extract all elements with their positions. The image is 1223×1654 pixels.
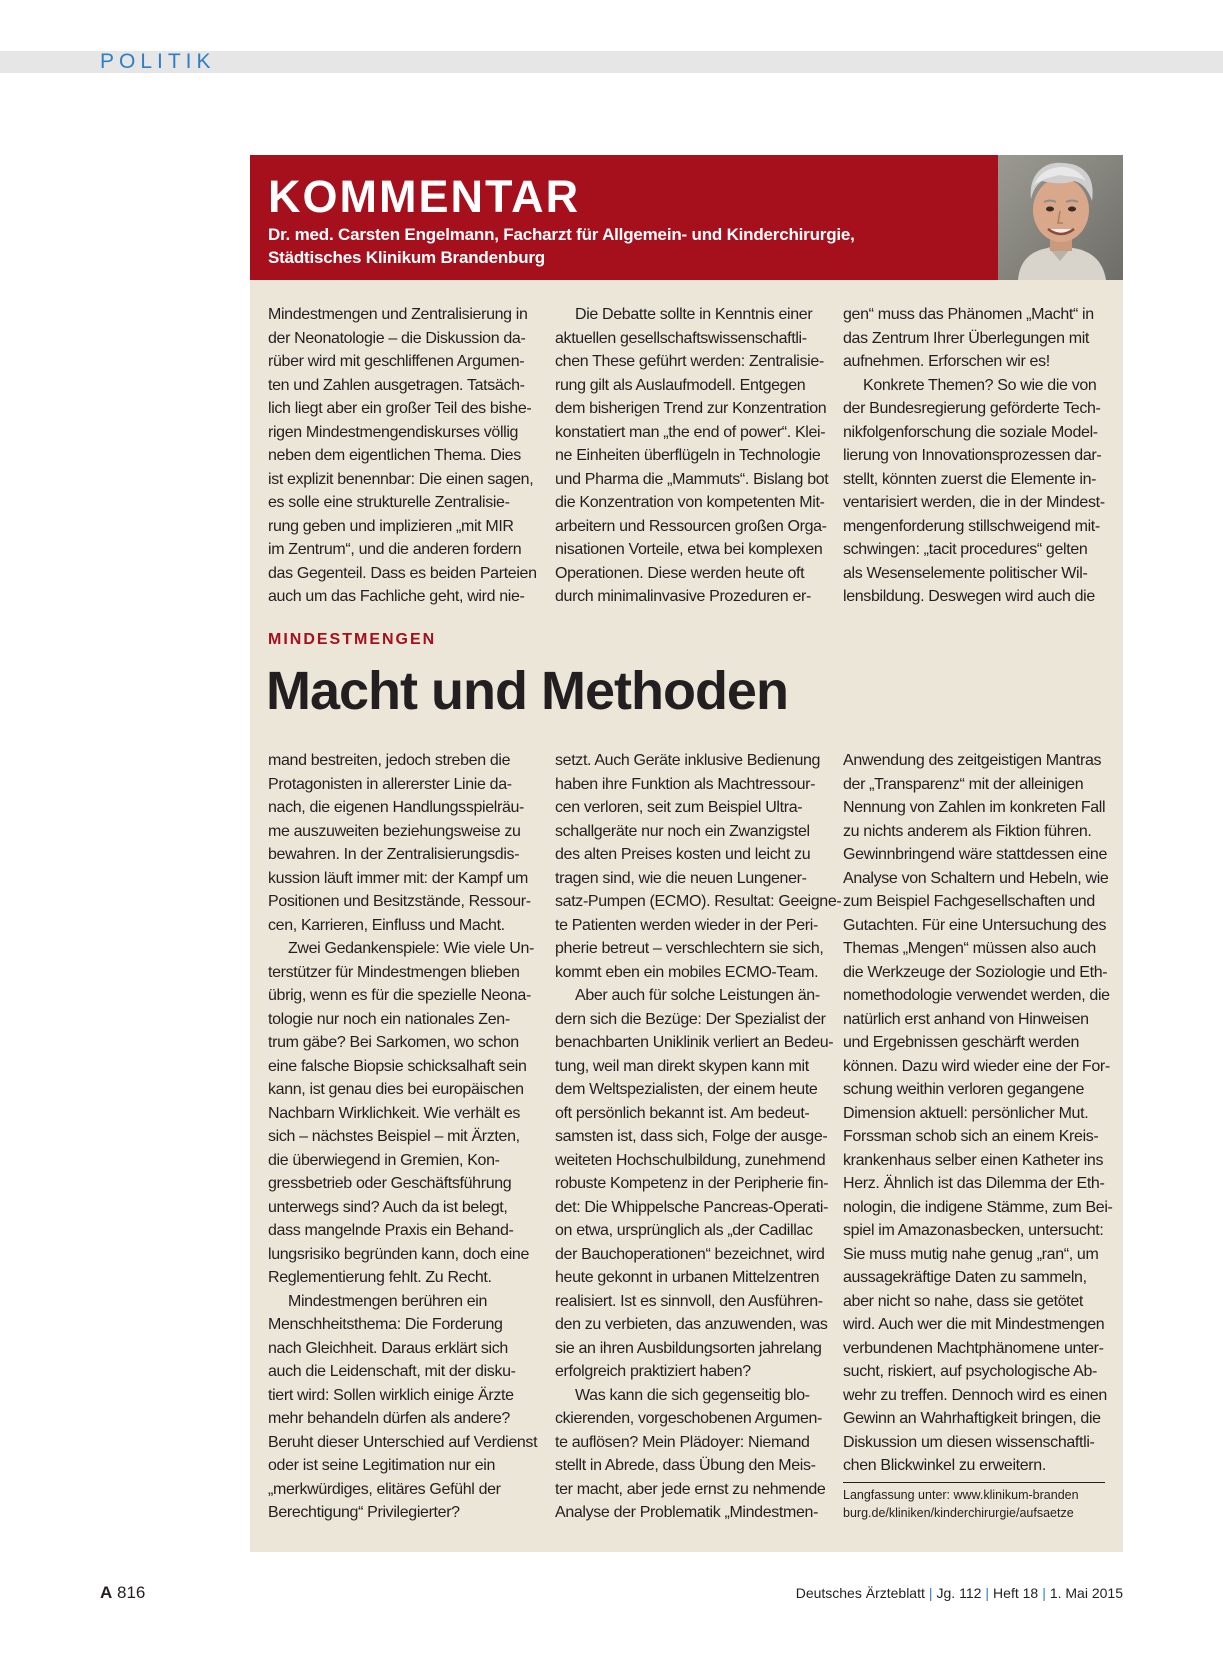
text-line: und Ergebnissen geschärft werden — [843, 1034, 1080, 1051]
text-line: spiel im Amazonasbecken, untersucht: — [843, 1222, 1104, 1239]
section-label: POLITIK — [100, 50, 216, 73]
text-line: dern sich die Bezüge: Der Spezialist der — [555, 1010, 826, 1028]
journal-issue: Heft 18 — [993, 1585, 1039, 1601]
text-line: das Zentrum Ihrer Überlegungen mit — [843, 329, 1089, 347]
text-line: Analyse der Problematik „Mindestmen- — [555, 1504, 819, 1521]
text-line: Aber auch für solche Leistungen än- — [575, 987, 820, 1004]
text-line: tragen sind, wie die neuen Lungener- — [555, 869, 807, 887]
column-top-1 — [268, 303, 537, 609]
text-line: Nachbarn Wirklichkeit. Wie verhält es — [268, 1104, 521, 1122]
text-line: stellt, könnten zuerst die Elemente in- — [843, 470, 1097, 488]
author-portrait — [998, 155, 1123, 280]
text-line: eine falsche Biopsie schicksalhaft sein — [268, 1057, 527, 1075]
text-line: es solle eine strukturelle Zentralisie- — [268, 494, 510, 511]
text-line: als Wesenselemente politischer Wil- — [843, 564, 1088, 582]
text-line: mand bestreiten, jedoch streben die — [268, 752, 511, 769]
text-line: Positionen und Besitzstände, Ressour- — [268, 893, 531, 910]
text-line: Operationen. Diese werden heute oft — [555, 564, 805, 582]
text-line: heute gekonnt in urbanen Mittelzentren — [555, 1269, 820, 1286]
long-version-note — [843, 1486, 1079, 1522]
text-line: auch die Leidenschaft, mit der disku- — [268, 1363, 516, 1380]
text-line: nologin, die indigene Stämme, zum Bei- — [843, 1198, 1113, 1216]
text-line: ist explizit benennbar: Die einen sagen, — [268, 470, 534, 488]
text-line: chen These geführt werden: Zentralisie- — [555, 353, 824, 370]
text-line: Menschheitsthema: Die Forderung — [268, 1316, 503, 1333]
footer-separator: | — [1042, 1585, 1046, 1601]
text-line: schallgeräte nur noch ein Zwanzigstel — [555, 822, 810, 840]
text-line: aussagekräftige Daten zu sammeln, — [843, 1269, 1087, 1286]
text-line: arbeitern und Ressourcen großen Orga- — [555, 517, 827, 535]
text-line: chen Blickwinkel zu erweitern. — [843, 1457, 1046, 1474]
text-line: der „Transparenz“ mit der alleinigen — [843, 775, 1084, 793]
text-line: nach, die eigenen Handlungsspielräu- — [268, 799, 525, 816]
text-line: ventarisiert werden, die in der Mindest- — [843, 494, 1105, 511]
text-line: satz-Pumpen (ECMO). Resultat: Geeigne- — [555, 893, 842, 910]
text-line: mengenforderung stillschweigend mit- — [843, 517, 1100, 535]
kommentar-header — [250, 155, 998, 280]
text-line: erfolgreich praktiziert haben? — [555, 1363, 751, 1380]
text-line: den zu verbieten, das anzuwenden, was — [555, 1316, 828, 1333]
text-line: ckierenden, vorgeschobenen Argumen- — [555, 1410, 823, 1427]
article-headline: Macht und Methoden — [266, 661, 788, 721]
text-line: oft persönlich bekannt ist. Am bedeut- — [555, 1104, 810, 1122]
footer-separator: | — [928, 1585, 933, 1601]
text-line: tung, weil man direkt skypen kann mit — [555, 1057, 809, 1075]
text-line: Mindestmengen berühren ein — [288, 1292, 488, 1310]
text-line: Mindestmengen und Zentralisierung in — [268, 306, 528, 323]
text-line: Beruht dieser Unterschied auf Verdienst — [268, 1433, 538, 1451]
journal-name: Deutsches Ärzteblatt — [795, 1585, 925, 1601]
folio-number: 816 — [117, 1583, 146, 1602]
text-line: nach Gleichheit. Daraus erklärt sich — [268, 1339, 508, 1357]
text-line: cen, Karrieren, Einfluss und Macht. — [268, 916, 505, 934]
column-top-2 — [555, 303, 828, 609]
text-line: Was kann die sich gegenseitig blo- — [575, 1386, 810, 1404]
text-line: ter macht, aber jede ernst zu nehmende — [555, 1480, 826, 1498]
author-affiliation: Städtisches Klinikum Brandenburg — [268, 248, 545, 267]
text-line: Die Debatte sollte in Kenntnis einer — [575, 306, 813, 323]
text-line: lich liegt aber ein großer Teil des bishe- — [268, 400, 532, 417]
text-line: Sie muss mutig nahe genug „ran“, um — [843, 1245, 1099, 1263]
text-line: stellt in Abrede, dass Übung den Meis- — [555, 1457, 816, 1474]
text-line: natürlich erst anhand von Hinweisen — [843, 1010, 1089, 1028]
text-line: schung weithin verloren gegangene — [843, 1081, 1085, 1098]
text-line: die überwiegend in Gremien, Kon- — [268, 1151, 500, 1169]
text-line: übrig, wenn es für die spezielle Neona- — [268, 987, 531, 1004]
text-line: Protagonisten in allererster Linie da- — [268, 775, 512, 793]
text-line: Forssman schob sich an einem Kreis- — [843, 1128, 1099, 1145]
author-line: Dr. med. Carsten Engelmann, Facharzt für Allgemein- und Kinderchirurgie, — [268, 225, 855, 244]
text-line: gen“ muss das Phänomen „Macht“ in — [843, 306, 1094, 323]
text-line: Diskussion um diesen wissenschaftli- — [843, 1433, 1095, 1451]
text-line: Herz. Ähnlich ist das Dilemma der Eth- — [843, 1175, 1105, 1192]
text-line: Zwei Gedankenspiele: Wie viele Un- — [288, 940, 534, 957]
text-line: mehr behandeln dürfen als andere? — [268, 1410, 510, 1427]
text-line: tiert wird: Sollen wirklich einige Ärzte — [268, 1386, 514, 1404]
text-line: verbundenen Machtphänomene unter- — [843, 1339, 1104, 1357]
text-line: trum gäbe? Bei Sarkomen, wo schon — [268, 1034, 519, 1051]
footer-separator: | — [985, 1585, 990, 1601]
text-line: Anwendung des zeitgeistigen Mantras — [843, 752, 1102, 769]
text-line: der Neonatologie – die Diskussion da- — [268, 329, 526, 347]
text-line: der Bundesregierung geförderte Tech- — [843, 400, 1101, 417]
text-line: und Pharma die „Mammuts“. Bislang bot — [555, 470, 829, 488]
text-line: sich – nächstes Beispiel – mit Ärzten, — [268, 1128, 520, 1145]
text-line: robuste Kompetenz in der Peripherie fin- — [555, 1175, 829, 1192]
folio-letter: A — [100, 1583, 113, 1602]
text-line: oder ist seine Legitimation nur ein — [268, 1457, 496, 1474]
text-line: Konkrete Themen? So wie die von — [863, 376, 1097, 394]
text-line: unterwegs sind? Auch da ist belegt, — [268, 1198, 508, 1216]
text-line: bewahren. In der Zentralisierungsdis- — [268, 846, 520, 863]
text-line: lensbildung. Deswegen wird auch die — [843, 588, 1095, 605]
text-line: rung geben und implizieren „mit MIR — [268, 517, 514, 535]
text-line: aufnehmen. Erforschen wir es! — [843, 353, 1050, 370]
text-line: on etwa, ursprünglich als „der Cadillac — [555, 1222, 813, 1239]
text-line: krankenhaus selber einen Katheter ins — [843, 1151, 1104, 1169]
text-line: kommt eben ein mobiles ECMO-Team. — [555, 963, 819, 981]
text-line: weiteten Hochschulbildung, zunehmend — [555, 1151, 826, 1169]
text-line: gressbetrieb oder Geschäftsführung — [268, 1175, 512, 1192]
note-line: Langfassung unter: www.klinikum-branden — [843, 1488, 1079, 1502]
text-line: me auszuweiten beziehungsweise zu — [268, 822, 521, 840]
journal-date: 1. Mai 2015 — [1049, 1585, 1123, 1601]
kommentar-label: KOMMENTAR — [268, 171, 581, 222]
text-line: Gewinnbringend wäre stattdessen eine — [843, 846, 1108, 863]
text-line: det: Die Whippelsche Pancreas-Operati- — [555, 1198, 829, 1216]
text-line: aber nicht so nahe, dass sie getötet — [843, 1292, 1084, 1310]
text-line: „merkwürdiges, elitäres Gefühl der — [268, 1480, 501, 1498]
text-line: lierung von Innovationsprozessen dar- — [843, 447, 1102, 464]
text-line: kann, ist genau dies bei europäischen — [268, 1081, 524, 1098]
column-top-3 — [843, 303, 1105, 609]
text-line: wird. Auch wer die mit Mindestmengen — [843, 1316, 1105, 1333]
text-line: des alten Preises kosten und leicht zu — [555, 846, 811, 863]
text-line: Gewinn an Wahrhaftigkeit bringen, die — [843, 1410, 1101, 1427]
text-line: auch um das Fachliche geht, wird nie- — [268, 588, 525, 605]
portrait-illustration — [998, 155, 1123, 280]
text-line: Dimension aktuell: persönlicher Mut. — [843, 1104, 1089, 1122]
text-line: nisationen Vorteile, etwa bei komplexen — [555, 541, 823, 558]
journal-volume: Jg. 112 — [936, 1585, 982, 1601]
note-divider — [843, 1482, 1105, 1483]
text-line: konstatiert man „the end of power“. Klei- — [555, 423, 826, 441]
text-line: dem bisherigen Trend zur Konzentration — [555, 400, 827, 417]
text-line: kussion läuft immer mit: der Kampf um — [268, 869, 529, 887]
text-line: neben dem eigentlichen Thema. Dies — [268, 447, 521, 464]
text-line: schwingen: „tacit procedures“ gelten — [843, 541, 1088, 558]
text-line: Berechtigung“ Privilegierter? — [268, 1504, 460, 1521]
text-line: durch minimalinvasive Prozeduren er- — [555, 588, 811, 605]
text-line: te auflösen? Mein Plädoyer: Niemand — [555, 1433, 810, 1451]
text-line: haben ihre Funktion als Machtressour- — [555, 775, 816, 793]
text-line: wehr zu treffen. Dennoch wird es einen — [843, 1386, 1107, 1404]
text-line: zum Beispiel Fachgesellschaften und — [843, 893, 1095, 910]
text-line: dem Weltspezialisten, der einem heute — [555, 1081, 818, 1098]
text-line: nikfolgenforschung die soziale Model- — [843, 423, 1098, 441]
text-line: Gutachten. Für eine Untersuchung des — [843, 916, 1107, 934]
text-line: aktuellen gesellschaftswissenschaftli- — [555, 329, 807, 347]
text-line: Themas „Mengen“ müssen also auch — [843, 940, 1096, 957]
text-line: im Zentrum“, und die anderen fordern — [268, 541, 522, 558]
text-line: sucht, riskiert, auf psychologische Ab- — [843, 1363, 1098, 1380]
text-line: benachbarten Uniklinik verliert an Bedeu- — [555, 1034, 834, 1051]
text-line: die Konzentration von kompetenten Mit- — [555, 494, 825, 511]
text-line: sie an ihren Ausbildungsorten jahrelang — [555, 1339, 822, 1357]
text-line: lungsrisiko begründen kann, doch eine — [268, 1245, 530, 1263]
text-line: zu nichts anderem als Fiktion führen. — [843, 822, 1092, 840]
note-line: burg.de/kliniken/kinderchirurgie/aufsaetze — [843, 1506, 1074, 1520]
text-line: der Bauchoperationen“ bezeichnet, wird — [555, 1245, 825, 1263]
text-line: cen verloren, seit zum Beispiel Ultra- — [555, 799, 803, 816]
text-line: rigen Mindestmengendiskurses völlig — [268, 423, 519, 441]
text-line: tologie nur noch ein nationales Zen- — [268, 1010, 510, 1028]
article-kicker: MINDESTMENGEN — [268, 631, 437, 648]
text-line: setzt. Auch Geräte inklusive Bedienung — [555, 752, 821, 769]
text-line: samsten ist, dass sich, Folge der ausge- — [555, 1128, 828, 1145]
text-line: rung gilt als Auslaufmodell. Entgegen — [555, 376, 806, 394]
text-line: das Gegenteil. Dass es beiden Parteien — [268, 564, 537, 582]
text-line: können. Dazu wird wieder eine der For- — [843, 1057, 1110, 1075]
text-line: realisiert. Ist es sinnvoll, den Ausführen- — [555, 1292, 823, 1310]
text-line: dass mangelnde Praxis ein Behand- — [268, 1222, 514, 1239]
text-line: te Patienten werden wieder in der Peri- — [555, 916, 818, 934]
text-line: Nennung von Zahlen im konkreten Fall — [843, 799, 1106, 816]
column-bottom-2 — [555, 749, 841, 1525]
text-line: Reglementierung fehlt. Zu Recht. — [268, 1269, 492, 1286]
text-line: die Werkzeuge der Soziologie und Eth- — [843, 963, 1108, 981]
author-info — [268, 223, 855, 269]
text-line: rüber wird mit geschliffenen Argumen- — [268, 353, 525, 370]
text-line: ne Einheiten überflügeln in Technologie — [555, 447, 821, 464]
text-line: terstützer für Mindestmengen blieben — [268, 963, 520, 981]
column-bottom-3 — [843, 749, 1113, 1478]
text-line: pherie betreut – verschlechtern sie sich, — [555, 940, 824, 957]
text-line: Analyse von Schaltern und Hebeln, wie — [843, 869, 1109, 887]
page-folio — [100, 1583, 145, 1603]
column-bottom-1 — [268, 749, 537, 1525]
text-line: ten und Zahlen ausgetragen. Tatsäch- — [268, 376, 525, 394]
text-line: nomethodologie verwendet werden, die — [843, 987, 1110, 1004]
journal-footer — [796, 1585, 1123, 1601]
